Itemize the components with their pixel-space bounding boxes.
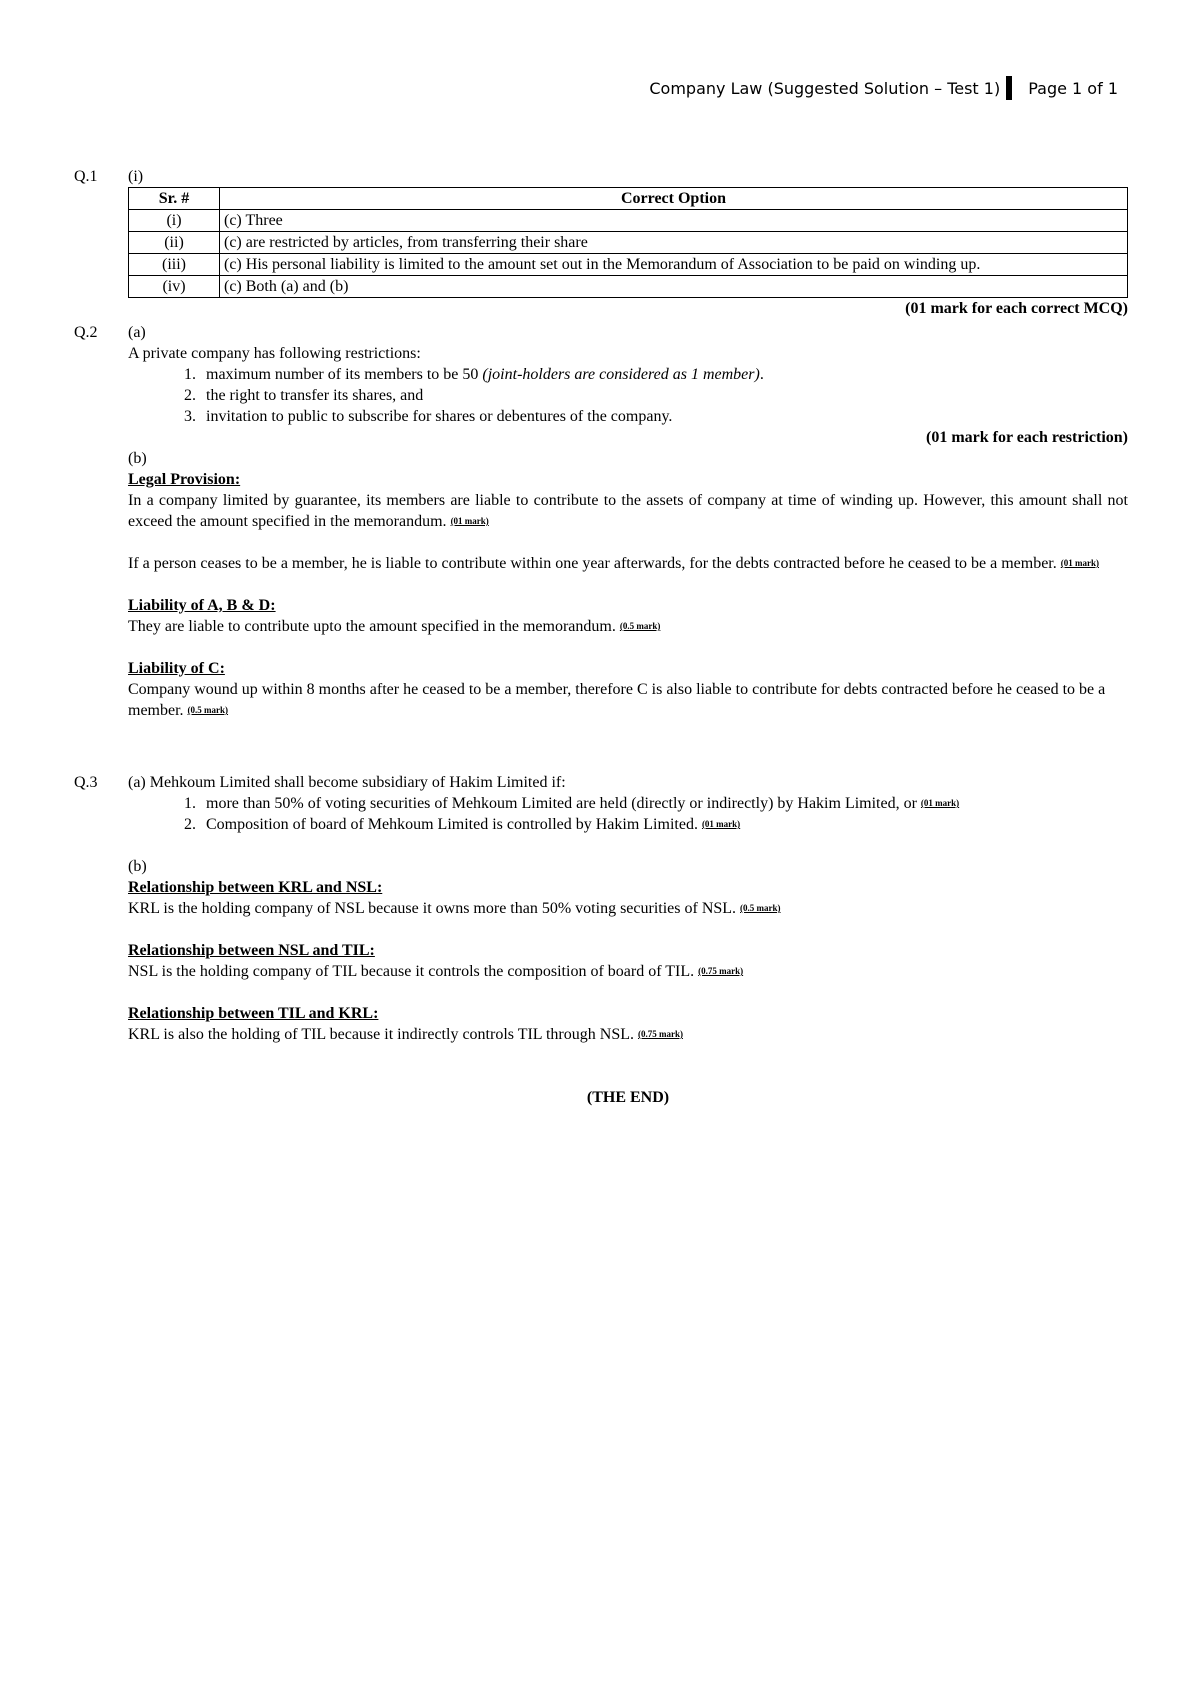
mark-note: (0.5 mark) [619, 621, 661, 631]
mcq-header-sr: Sr. # [129, 188, 220, 210]
subsidiary-conditions-list [128, 793, 1128, 835]
liability-abd-text: They are liable to contribute upto the amount specified in the memorandum. (0.5 mark) [128, 618, 661, 635]
document-title: Company Law (Suggested Solution – Test 1) [649, 78, 1001, 98]
mcq-option: (c) are restricted by articles, from transferring their share [220, 232, 1128, 254]
q3a-intro: (a) Mehkoum Limited shall become subsidiary of Hakim Limited if: [128, 774, 566, 791]
the-end: (THE END) [586, 1089, 670, 1106]
q3-label: Q.3 [74, 774, 98, 791]
q2a-intro: A private company has following restrictions: [128, 345, 421, 362]
list-item: 1. maximum number of its members to be 50 (joint-holders are considered as 1 member). [200, 364, 1128, 385]
q2-section [128, 322, 1128, 721]
mcq-option: (c) Three [220, 210, 1128, 232]
mcq-sr: (ii) [129, 232, 220, 254]
table-row [129, 276, 1128, 298]
mark-note: (01 mark) [1060, 558, 1099, 568]
q1-part: (i) [128, 168, 144, 185]
mark-note: (0.75 mark) [698, 966, 744, 976]
mcq-sr: (iv) [129, 276, 220, 298]
legal-provision-p2: If a person ceases to be a member, he is liable to contribute within one year afterwards, for the debts contracted before he ceased to be a member. (01 mark) [128, 555, 1099, 572]
q1-section [128, 166, 1128, 319]
mcq-table [128, 187, 1128, 298]
mcq-sr: (i) [129, 210, 220, 232]
mark-note: (01 mark) [450, 516, 489, 526]
mcq-option: (c) Both (a) and (b) [220, 276, 1128, 298]
q2a-part: (a) [128, 324, 146, 341]
table-row [129, 232, 1128, 254]
relationship-nsl-til-heading: Relationship between NSL and TIL: [128, 942, 375, 959]
list-item: 2. Composition of board of Mehkoum Limited is controlled by Hakim Limited. (01 mark) [200, 814, 1128, 835]
mcq-option: (c) His personal liability is limited to the amount set out in the Memorandum of Association to be paid on winding up. [220, 254, 1128, 276]
q1-label: Q.1 [74, 168, 98, 185]
q1-marks: (01 mark for each correct MCQ) [905, 300, 1128, 317]
page-header [649, 76, 1118, 100]
list-item: 1. more than 50% of voting securities of Mehkoum Limited are held (directly or indirectly) by Hakim Limited, or (01 mark) [200, 793, 1128, 814]
mcq-sr: (iii) [129, 254, 220, 276]
mark-note: (01 mark) [701, 819, 741, 829]
mcq-header-option: Correct Option [220, 188, 1128, 210]
relationship-nsl-til-text: NSL is the holding company of TIL because it controls the composition of board of TIL. (0.75 mark) [128, 963, 744, 980]
q3b-part: (b) [128, 858, 147, 875]
mark-note: (01 mark) [920, 798, 960, 808]
relationship-til-krl-text: KRL is also the holding of TIL because it indirectly controls TIL through NSL. (0.75 mark) [128, 1026, 683, 1043]
mark-note: (0.75 mark) [637, 1029, 683, 1039]
relationship-til-krl-heading: Relationship between TIL and KRL: [128, 1005, 379, 1022]
liability-c-text: Company wound up within 8 months after he ceased to be a member, therefore C is also liable to contribute for debts contracted before he ceased to be a member. (0.5 mark) [128, 681, 1106, 719]
list-item: 3. invitation to public to subscribe for shares or debentures of the company. [200, 406, 1128, 427]
relationship-krl-nsl-heading: Relationship between KRL and NSL: [128, 879, 383, 896]
legal-provision-heading: Legal Provision: [128, 471, 241, 488]
q2b-part: (b) [128, 450, 147, 467]
q2a-marks: (01 mark for each restriction) [925, 429, 1128, 446]
table-row [129, 210, 1128, 232]
liability-abd-heading: Liability of A, B & D: [128, 597, 276, 614]
liability-c-heading: Liability of C: [128, 660, 225, 677]
relationship-krl-nsl-text: KRL is the holding company of NSL because it owns more than 50% voting securities of NSL. (0.5 mark) [128, 900, 781, 917]
q2-label: Q.2 [74, 324, 98, 341]
list-item: 2. the right to transfer its shares, and [200, 385, 1128, 406]
mark-note: (0.5 mark) [187, 705, 229, 715]
table-row [129, 254, 1128, 276]
q3-section [128, 772, 1128, 1108]
restrictions-list [128, 364, 1128, 427]
mcq-header-row [129, 188, 1128, 210]
mark-note: (0.5 mark) [740, 903, 781, 913]
legal-provision-p1: In a company limited by guarantee, its members are liable to contribute to the assets of company at time of winding up. However, this amount shall not exceed the amount specified in the memorandum. (01 mark) [128, 492, 1128, 530]
header-divider [1006, 76, 1012, 100]
page-number: Page 1 of 1 [1028, 78, 1118, 98]
